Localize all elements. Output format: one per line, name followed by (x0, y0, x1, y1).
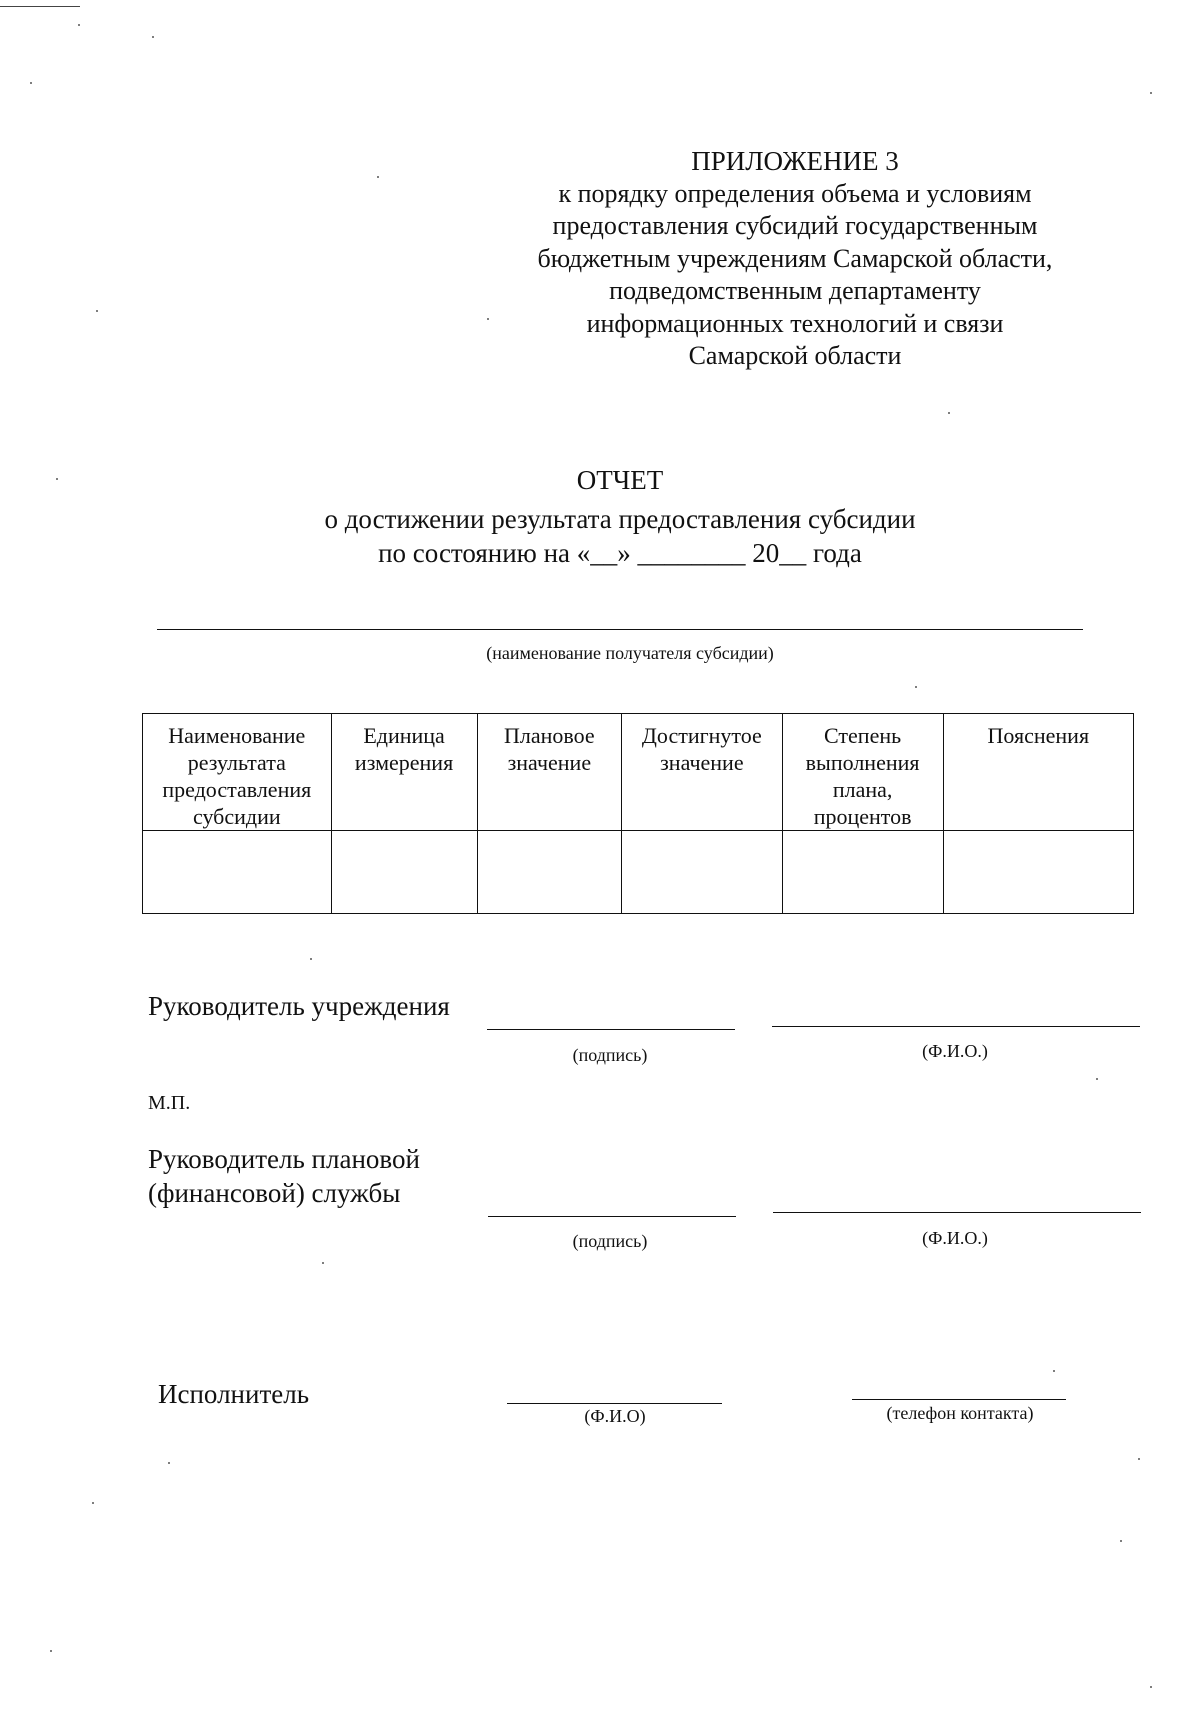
scan-speck (92, 1502, 94, 1504)
appendix-block (510, 145, 1080, 373)
scan-speck (377, 176, 379, 178)
recipient-caption: (наименование получателя субсидии) (486, 643, 774, 663)
col-header-unit: Единица измерения (331, 714, 477, 831)
scan-speck (915, 686, 917, 688)
scan-speck (168, 1462, 170, 1464)
executor-phone-caption: (телефон контакта) (886, 1403, 1034, 1423)
scan-speck (1138, 1458, 1140, 1460)
finance-label-line1: Руководитель плановой (148, 1144, 420, 1174)
head-label: Руководитель учреждения (148, 991, 450, 1021)
scan-speck (1150, 92, 1152, 94)
col-header-notes: Пояснения (943, 714, 1133, 831)
executor-label: Исполнитель (158, 1379, 310, 1409)
table-cell (622, 831, 782, 914)
finance-signature-line (488, 1216, 736, 1217)
scan-speck (1053, 1370, 1055, 1372)
scan-speck (310, 958, 312, 960)
appendix-line: информационных технологий и связи (586, 308, 1004, 338)
scan-speck (152, 36, 154, 38)
finance-signature-caption: (подпись) (572, 1231, 648, 1251)
table-header-row (143, 714, 1134, 831)
scan-speck (30, 82, 32, 84)
executor-fio-caption: (Ф.И.О) (584, 1406, 646, 1426)
scan-speck (487, 318, 489, 320)
report-subtitle: о достижении результата предоставления субсидии (324, 504, 916, 534)
scan-speck (96, 310, 98, 312)
appendix-line: к порядку определения объема и условиям (558, 178, 1032, 208)
appendix-line: подведомственным департаменту (609, 276, 981, 305)
scan-speck (1096, 1078, 1098, 1080)
recipient-line (157, 629, 1083, 630)
table-cell (943, 831, 1133, 914)
head-fio-line (772, 1026, 1140, 1027)
executor-fio-line (507, 1403, 722, 1404)
appendix-line: Самарской области (688, 341, 902, 370)
head-signature-line (487, 1029, 735, 1030)
scan-speck (78, 24, 80, 26)
scan-speck (1150, 1686, 1152, 1688)
scan-edge-line (0, 6, 80, 7)
head-fio-caption: (Ф.И.О.) (922, 1041, 988, 1061)
table-cell (782, 831, 943, 914)
finance-fio-line (773, 1212, 1141, 1213)
appendix-line: предоставления субсидий государственным (552, 211, 1038, 240)
head-signature-caption: (подпись) (572, 1045, 648, 1065)
table-cell (143, 831, 332, 914)
table-cell (477, 831, 622, 914)
scan-speck (56, 478, 58, 480)
scan-speck (50, 1650, 52, 1652)
report-title: ОТЧЕТ (576, 465, 664, 495)
finance-fio-caption: (Ф.И.О.) (922, 1228, 988, 1248)
scan-speck (322, 1262, 324, 1264)
col-header-achieved: Достигнутое значение (622, 714, 782, 831)
results-table (142, 713, 1134, 914)
scan-speck (1120, 1540, 1122, 1542)
appendix-title: ПРИЛОЖЕНИЕ 3 (691, 146, 899, 176)
seal-label: М.П. (148, 1092, 191, 1114)
report-date-line: по состоянию на «__» ________ 20__ года (378, 538, 862, 568)
col-header-planned: Плановое значение (477, 714, 622, 831)
col-header-completion: Степень выполнения плана, процентов (782, 714, 943, 831)
appendix-line: бюджетным учреждениям Самарской области, (537, 243, 1053, 273)
table-cell (331, 831, 477, 914)
col-header-result: Наименование результата предоставления субсидии (143, 714, 332, 831)
scan-speck (948, 412, 950, 414)
finance-label-line2: (финансовой) службы (148, 1178, 401, 1208)
table-row (143, 831, 1134, 914)
executor-phone-line (852, 1399, 1066, 1400)
